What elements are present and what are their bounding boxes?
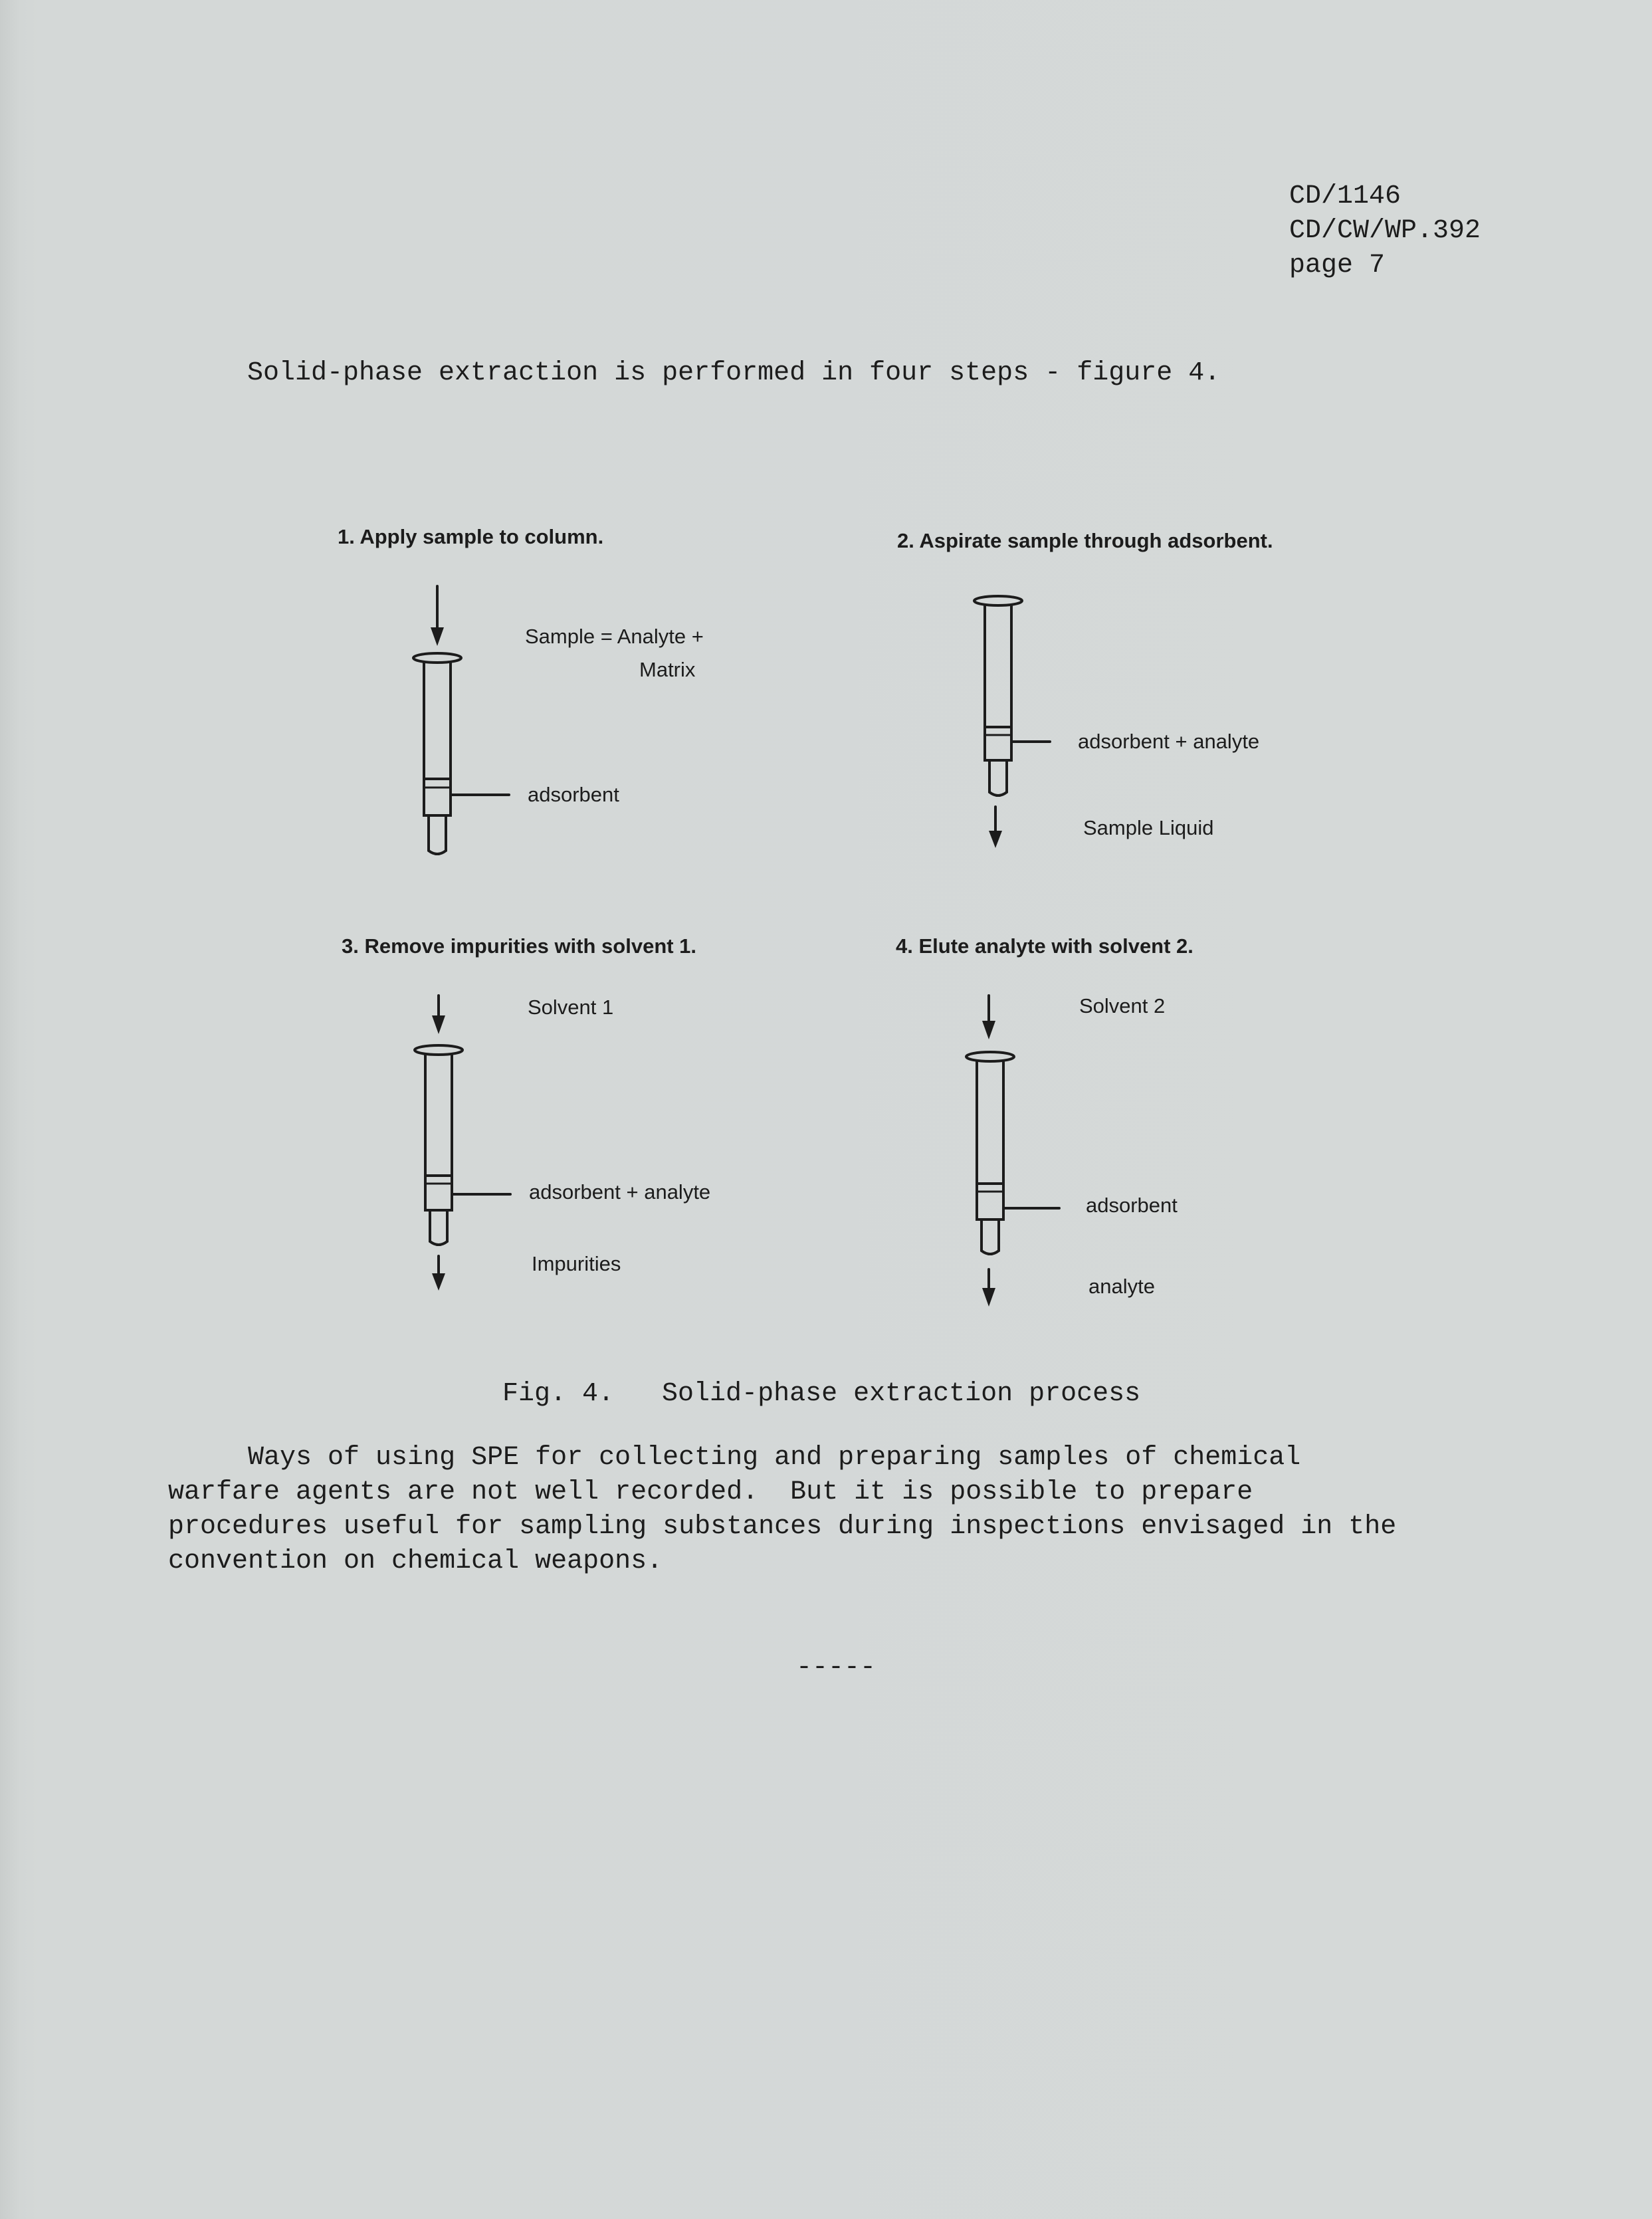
step1-adsorbent-label: adsorbent bbox=[528, 783, 619, 806]
paragraph-line: procedures useful for sampling substances during inspections envisaged in the bbox=[168, 1512, 1397, 1542]
step3-adsorbent-label: adsorbent + analyte bbox=[529, 1180, 711, 1204]
step4-title: 4. Elute analyte with solvent 2. bbox=[896, 934, 1193, 958]
step1-title: 1. Apply sample to column. bbox=[338, 525, 604, 548]
paragraph-line: Ways of using SPE for collecting and preparing samples of chemical bbox=[168, 1443, 1301, 1473]
step4-cartridge bbox=[966, 996, 1059, 1307]
step1-matrix-label: Matrix bbox=[639, 658, 696, 681]
step1-cartridge bbox=[413, 586, 509, 854]
paragraph-line: convention on chemical weapons. bbox=[168, 1546, 663, 1576]
intro-sentence: Solid-phase extraction is performed in four steps - figure 4. bbox=[247, 358, 1221, 388]
step3-title: 3. Remove impurities with solvent 1. bbox=[342, 934, 697, 958]
page-label: page 7 bbox=[1289, 251, 1386, 280]
step2-output-label: Sample Liquid bbox=[1083, 816, 1214, 839]
wp-number: CD/CW/WP.392 bbox=[1289, 216, 1481, 246]
step2-cartridge bbox=[974, 596, 1050, 848]
doc-number: CD/1146 bbox=[1289, 181, 1401, 211]
step3-cartridge bbox=[415, 996, 510, 1291]
step3-input-label: Solvent 1 bbox=[528, 996, 614, 1019]
body-paragraph bbox=[168, 1441, 1577, 1579]
figure-caption: Fig. 4. Solid-phase extraction process bbox=[502, 1379, 1141, 1409]
step4-input-label: Solvent 2 bbox=[1079, 994, 1166, 1017]
step1-sample-label: Sample = Analyte + bbox=[525, 625, 704, 648]
step2-title: 2. Aspirate sample through adsorbent. bbox=[897, 529, 1273, 552]
end-mark: ----- bbox=[796, 1653, 877, 1683]
step4-output-label: analyte bbox=[1088, 1275, 1155, 1298]
step2-adsorbent-label: adsorbent + analyte bbox=[1078, 730, 1260, 753]
step3-output-label: Impurities bbox=[532, 1252, 621, 1275]
paragraph-line: warfare agents are not well recorded. But it is possible to prepare bbox=[168, 1477, 1253, 1507]
step4-adsorbent-label: adsorbent bbox=[1086, 1194, 1178, 1217]
